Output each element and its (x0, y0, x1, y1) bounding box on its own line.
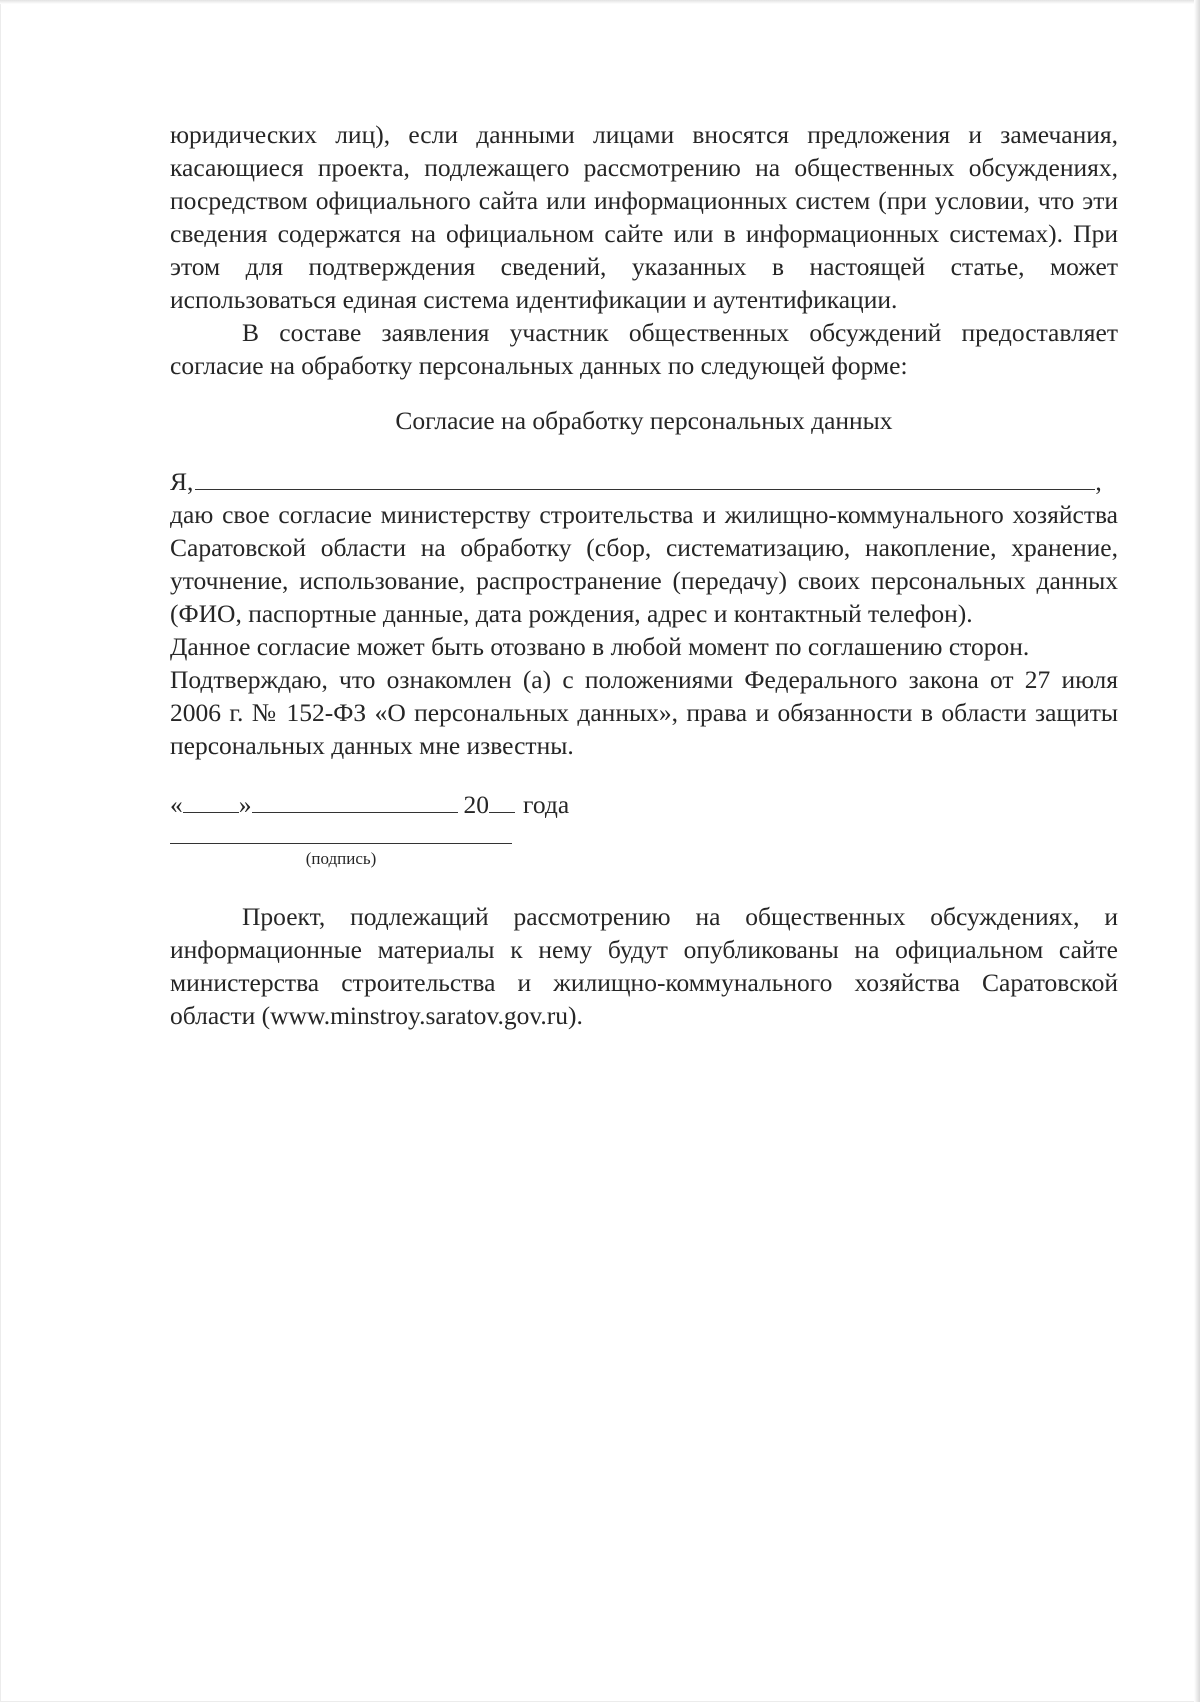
fio-prefix: Я, (170, 467, 194, 496)
revoke-paragraph: Данное согласие может быть отозвано в любой момент по соглашению сторон. (170, 632, 1030, 661)
signature-block (170, 829, 512, 870)
year-prefix: 20 (463, 790, 489, 819)
scan-edge-right (1194, 0, 1200, 1702)
date-line (170, 788, 1118, 821)
confirm-paragraph: Подтверждаю, что ознакомлен (а) с положениями Федерального закона от 27 июля 2006 г. № 152-ФЗ «О персональных данных», права и обязанности в области защиты персональных данных мне известны. (170, 665, 1118, 760)
fio-blank-field (195, 465, 1095, 490)
date-open-quote: « (170, 790, 183, 819)
document-body (170, 118, 1118, 1032)
year-blank-field (489, 788, 515, 813)
month-blank-field (252, 788, 458, 813)
fio-line (170, 465, 1118, 498)
intro-paragraph: юридических лиц), если данными лицами вносятся предложения и замечания, касающиеся проекта, подлежащего рассмотрению на общественных обсуждениях, посредством официального сайта или информационных систем (при условии, что эти сведения содержатся на официальном сайте или в информационных системах). При этом для подтверждения сведений, указанных в настоящей статье, может использоваться единая система идентификации и аутентификации. (170, 120, 1118, 314)
signature-line (170, 829, 512, 844)
consent-form-title: Согласие на обработку персональных данных (395, 406, 893, 435)
date-close-quote: » (238, 790, 252, 819)
scan-edge-top (0, 0, 1200, 4)
fio-suffix: , (1095, 467, 1102, 496)
final-paragraph: Проект, подлежащий рассмотрению на общественных обсуждениях, и информационные материалы к нему будут опубликованы на официальном сайте министерства строительства и жилищно-коммунального хозяйства Саратовской области (www.minstroy.saratov.gov.ru). (170, 902, 1118, 1030)
signature-caption: (подпись) (305, 849, 377, 868)
consent-body-paragraph: даю свое согласие министерству строительства и жилищно-коммунального хозяйства Саратовской области на обработку (сбор, систематизацию, накопление, хранение, уточнение, использование, распространение (передачу) своих персональных данных (ФИО, паспортные данные, дата рождения, адрес и контактный телефон). (170, 500, 1118, 628)
consent-intro-paragraph: В составе заявления участник общественных обсуждений предоставляет согласие на обработку персональных данных по следующей форме: (170, 318, 1118, 380)
year-suffix: года (523, 790, 570, 819)
day-blank-field (183, 788, 239, 813)
